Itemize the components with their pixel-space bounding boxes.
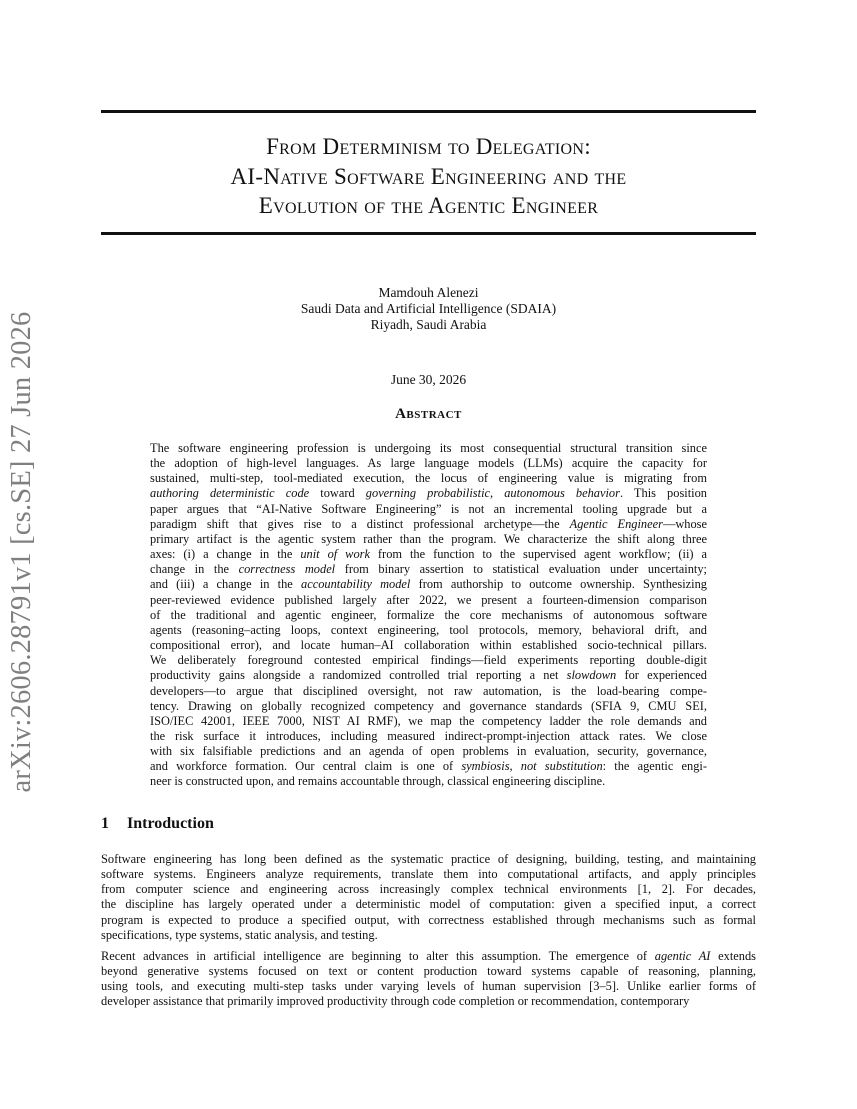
abstract-heading: Abstract: [395, 406, 462, 422]
intro-p1-line: program is expected to produce a specified output, with correctness established through mechanisms such as formal: [101, 912, 756, 927]
section-title: Introduction: [127, 815, 214, 832]
intro-p1-line: Software engineering has long been defined as the systematic practice of designing, building, testing, and maintaining: [101, 852, 756, 866]
abstract-line: and workforce formation. Our central claim is one of symbiosis, not substitution: the agentic engi-: [150, 759, 707, 774]
author-affiliation: Saudi Data and Artificial Intelligence (SDAIA): [300, 301, 557, 316]
abstract-line: the risk surface it introduces, including measured indirect-prompt-injection attack rates. We close: [150, 728, 707, 743]
paper-date: June 30, 2026: [390, 372, 467, 387]
title-line-2: AI-Native Software Engineering and the: [230, 163, 627, 189]
abstract-line: neer is constructed upon, and remains accountable through, classical engineering discipline.: [150, 774, 606, 789]
abstract-line: agents (reasoning–acting loops, context engineering, tool protocols, memory, behavioral drift, and: [150, 622, 707, 637]
abstract-line: ISO/IEC 42001, IEEE 7000, NIST AI RMF), we map the competency ladder the role demands and: [150, 713, 707, 728]
abstract-line: developers—to argue that disciplined oversight, not raw automation, is the load-bearing compe-: [150, 683, 707, 698]
abstract-body: [150, 441, 707, 790]
abstract-line: the adoption of high-level languages. As large language models (LLMs) acquire the capacity for: [150, 456, 707, 471]
abstract-line: The software engineering profession is undergoing its most consequential structural transition since: [150, 441, 707, 455]
title-line-1: From Determinism to Delegation:: [266, 134, 591, 159]
abstract-line: change in the correctness model from binary assertion to statistical evaluation under uncertainty;: [150, 562, 708, 577]
title-bottom-rule: [101, 232, 756, 235]
section-number: 1: [101, 815, 109, 832]
abstract-line: We deliberately foreground contested empirical findings—field experiments reporting double-digit: [150, 653, 707, 668]
intro-p1-line: specifications, type systems, static analysis, and testing.: [101, 927, 378, 942]
abstract-line: compositional error), and locate human–AI collaboration within established socio-technical pillars.: [150, 638, 707, 653]
abstract-line: sustained, multi-step, tool-mediated execution, the locus of engineering value is migrating from: [150, 471, 707, 486]
intro-p2-line: beyond generative systems focused on text or content production toward systems capable of reasoning, planning,: [101, 964, 756, 979]
intro-paragraph-2: [101, 949, 756, 1010]
intro-p1-line: from computer science and engineering across increasingly complex technical environments [1, 2]. For decades,: [101, 882, 756, 897]
abstract-line: tency. Drawing on globally recognized competency and governance standards (SFIA 9, CMU SEI,: [150, 698, 707, 713]
author-location: Riyadh, Saudi Arabia: [370, 317, 487, 332]
abstract-line: axes: (i) a change in the unit of work from the function to the supervised agent workflow; (ii) a: [150, 547, 708, 562]
intro-p2-line: Recent advances in artificial intelligence are beginning to alter this assumption. The emergence of agentic AI extends: [101, 949, 757, 963]
intro-p2-line: using tools, and executing multi-step tasks under varying levels of human supervision [3–5]. Unlike earlier forms of: [101, 979, 756, 994]
arxiv-identifier: arXiv:2606.28791v1 [cs.SE] 27 Jun 2026: [6, 311, 37, 793]
section-heading: [101, 815, 214, 833]
intro-paragraph-1: [101, 852, 756, 943]
abstract-line: with six falsifiable predictions and an agenda of open problems in evaluation, security, governance,: [150, 744, 707, 759]
abstract-line: authoring deterministic code toward governing probabilistic, autonomous behavior. This position: [150, 486, 707, 501]
intro-p1-line: the discipline has largely operated under a deterministic model of computation: given a specified input, a correct: [101, 897, 756, 912]
abstract-line: primary artifact is the agentic system rather than the program. We characterize the shift along three: [150, 531, 707, 546]
intro-p1-line: software systems. Engineers analyze requirements, translate them into computational artifacts, and apply principles: [101, 867, 756, 882]
abstract-line: of the traditional and agentic engineer, formalize the core mechanisms of autonomous software: [150, 607, 707, 622]
intro-p2-line: developer assistance that primarily improved productivity through code completion or recommendation, contemporary: [101, 994, 690, 1009]
abstract-line: paradigm shift that gives rise to a distinct professional archetype—the Agentic Engineer—whose: [150, 516, 707, 531]
author-name: Mamdouh Alenezi: [378, 285, 479, 300]
title-line-3: Evolution of the Agentic Engineer: [258, 193, 599, 218]
abstract-line: productivity gains alongside a randomized controlled trial reporting a net slowdown for experienced: [150, 668, 707, 683]
abstract-line: peer-reviewed evidence published largely after 2022, we present a fourteen-dimension comparison: [150, 592, 707, 607]
abstract-line: and (iii) a change in the accountability model from authorship to outcome ownership. Synthesizing: [150, 577, 707, 592]
title-top-rule: [101, 110, 756, 113]
abstract-line: paper argues that “AI-Native Software Engineering” is not an incremental tooling upgrade but a: [150, 501, 707, 516]
paper-title: [101, 132, 756, 221]
